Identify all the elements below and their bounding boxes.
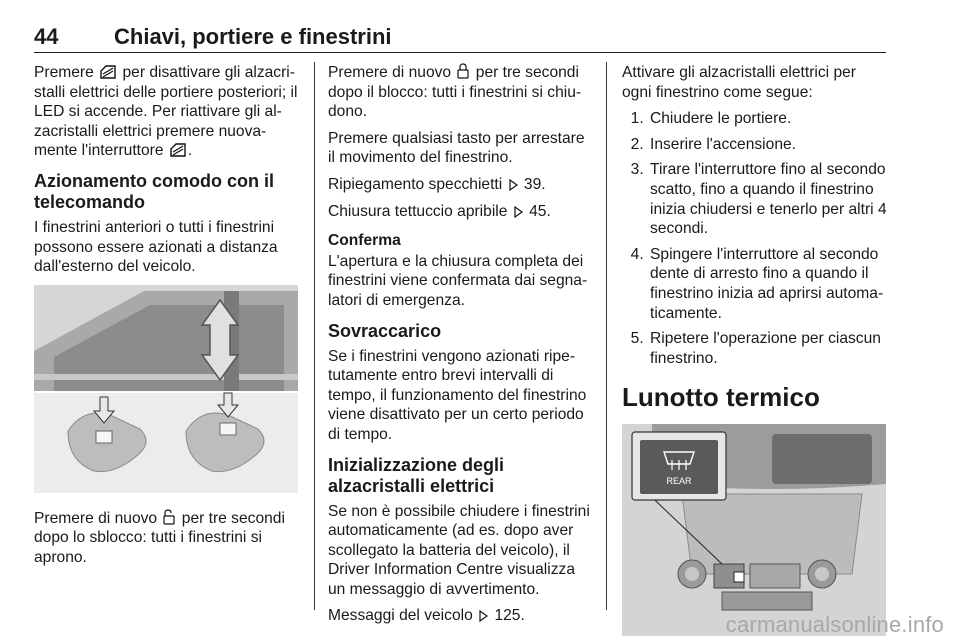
column-middle (328, 63, 594, 633)
list-item: 1. Chiudere le portiere. (648, 109, 888, 129)
page-reference-icon (479, 610, 488, 622)
remote-key-illustration (34, 285, 298, 493)
page-number: 44 (34, 24, 59, 49)
paragraph-stop: Premere qualsiasi tasto per arrestare il movimento del finestrino. (328, 129, 585, 167)
paragraph-unlock-open: Premere di nuovo per tre secondi dopo lo sblocco: tutti i finestrini si aprono. (34, 509, 285, 566)
paragraph-mirror-ref: Ripiegamento specchietti 39. (328, 175, 546, 193)
column-divider (314, 62, 315, 610)
list-item: 2. Inserire l'accensione. (648, 135, 888, 155)
window-lock-icon (100, 65, 116, 79)
lock-icon (457, 63, 469, 79)
page-header (34, 20, 886, 53)
heading-overload: Sovraccarico (328, 320, 442, 341)
rear-button-label: REAR (666, 476, 692, 487)
subheading-confirmation: Conferma (328, 232, 401, 250)
list-item: 3. Tirare l'interruttore fino al secondo scatto, fino a quando il finestrino inizia chiudersi e tenerlo per altri 4 secondi. (648, 160, 888, 238)
paragraph-child-lock: Premere per disattivare gli alzacri-stalli elettrici delle portiere posteriori; il LED si accende. Per riattivare gli al-zacristalli elettrici premere nuova-mente l'interruttore . (34, 64, 298, 160)
page-reference-icon (509, 179, 518, 191)
list-item: 5. Ripetere l'operazione per ciascun finestrino. (648, 329, 888, 368)
unlock-icon (163, 509, 175, 525)
paragraph-messages-ref: Messaggi del veicolo 125. (328, 607, 525, 625)
rear-defrost-illustration (622, 424, 886, 636)
column-left (34, 63, 300, 575)
paragraph-overload: Se i finestrini vengono azionati ripe-tutamente entro brevi intervalli di tempo, il funzionamento del finestrino viene disattivato per un certo periodo di tempo. (328, 347, 587, 443)
paragraph-remote-intro: I finestrini anteriori o tutti i finestrini possono essere azionati a distanza dall'esterno del veicolo. (34, 218, 278, 276)
heading-rear-defrost: Lunotto termico (622, 382, 820, 413)
paragraph-activation-intro: Attivare gli alzacristalli elettrici per ogni finestrino come segue: (622, 64, 856, 101)
paragraph-sunroof-ref: Chiusura tettuccio apribile 45. (328, 202, 551, 220)
watermark: carmanualsonline.info (725, 612, 944, 637)
page-reference-icon (514, 206, 523, 218)
window-lock-icon (170, 143, 186, 157)
heading-remote-operation: Azionamento comodo con il telecomando (34, 170, 275, 212)
steps-list (622, 109, 888, 368)
paragraph-lock-close: Premere di nuovo per tre secondi dopo il blocco: tutti i finestrini si chiu-dono. (328, 64, 582, 121)
paragraph-initialization: Se non è possibile chiudere i finestrini automaticamente (ad es. dopo aver scollegato la batteria del veicolo), il Driver Information Centre visualizza un messaggio di avvertimento. (328, 502, 590, 598)
column-divider (606, 62, 607, 610)
list-item: 4. Spingere l'interruttore al secondo dente di arresto fino a quando il finestrino inizia ad aprirsi automa-ticamente. (648, 245, 888, 323)
page-title: Chiavi, portiere e finestrini (114, 24, 392, 49)
heading-initialization: Inizializzazione degli alzacristalli elettrici (328, 454, 505, 496)
paragraph-confirmation: L'apertura e la chiusura completa dei finestrini viene confermata dai segna-latori di emergenza. (328, 252, 588, 309)
column-right (622, 63, 888, 642)
